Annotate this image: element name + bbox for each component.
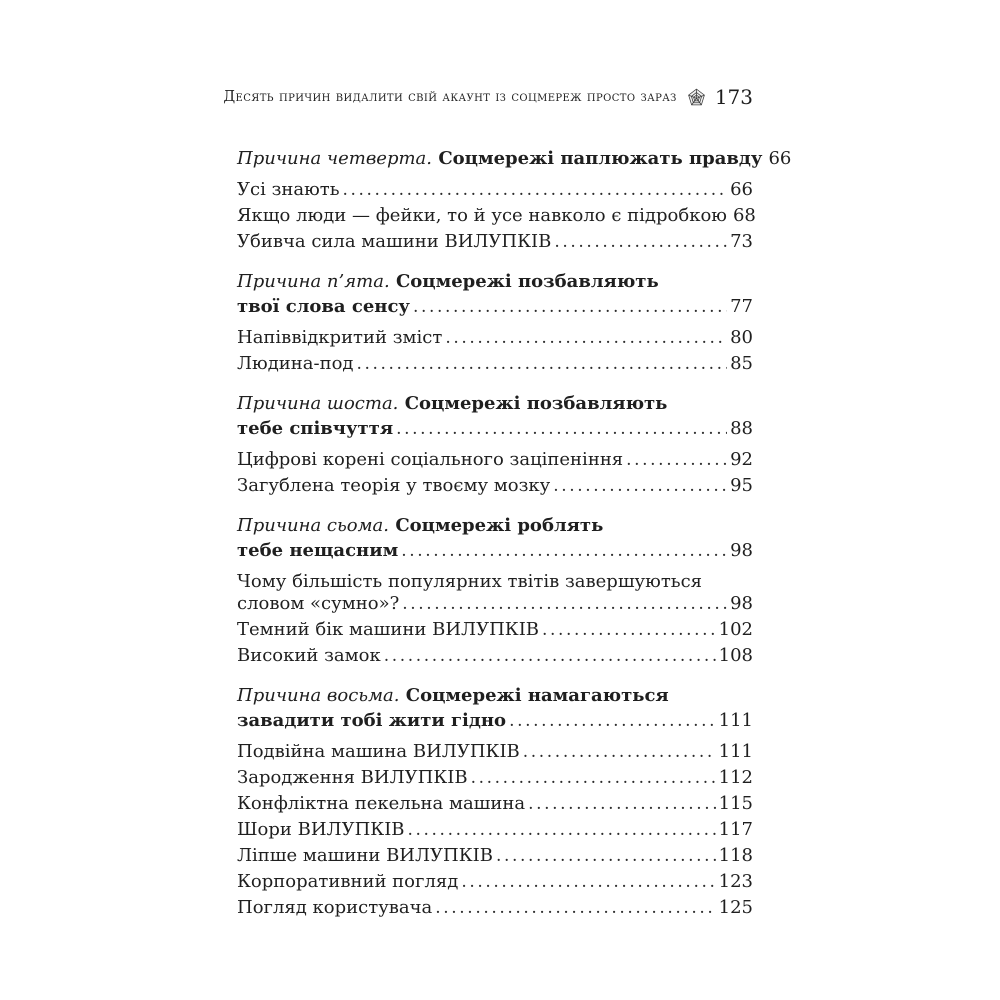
page-number: 173 — [714, 85, 753, 109]
toc-entry-label: Людина-под — [237, 353, 354, 374]
dot-leader — [523, 739, 716, 765]
toc-section-title: тебе співчуття — [237, 418, 394, 439]
toc-entry-label: Убивча сила машини ВИЛУПКІВ — [237, 231, 552, 252]
toc-entry-page: 66 — [730, 179, 753, 200]
toc-entry — [237, 739, 753, 765]
toc-section-title: Соцмережі роблять — [395, 515, 604, 536]
toc-entry-page: 80 — [730, 327, 753, 348]
toc-section-heading — [237, 513, 753, 538]
toc-entry — [237, 447, 753, 473]
toc-section-heading-continuation — [237, 708, 753, 734]
dot-leader — [435, 895, 715, 921]
toc-entry-label: Високий замок — [237, 645, 381, 666]
toc-entry — [237, 473, 753, 499]
toc-section-title: Соцмережі паплюжать правду — [438, 148, 763, 169]
toc-entry-page: 92 — [730, 449, 753, 470]
toc-entry-label: Цифрові корені соціального заціпеніння — [237, 449, 624, 470]
toc-entry — [237, 765, 753, 791]
toc-section-title: Соцмережі позбавляють — [404, 393, 668, 414]
toc-entry — [237, 895, 753, 921]
toc-entry-label: Подвійна машина ВИЛУПКІВ — [237, 741, 520, 762]
toc-section-heading — [237, 146, 792, 172]
toc-entry-label: Конфліктна пекельна машина — [237, 793, 526, 814]
toc-entry-page: 98 — [730, 593, 753, 614]
toc-entry-label: Темний бік машини ВИЛУПКІВ — [237, 619, 540, 640]
toc-section-title: тебе нещасним — [237, 540, 399, 561]
toc-entry-page: 123 — [718, 871, 753, 892]
dot-leader — [402, 591, 727, 617]
toc-section-heading — [237, 269, 753, 294]
toc-entry-page: 125 — [718, 897, 753, 918]
toc-section-heading-continuation — [237, 294, 753, 320]
toc-entry-label: словом «сумно»? — [237, 593, 400, 614]
toc-entry-page: 112 — [718, 767, 753, 788]
toc-reason-label: Причина четверта. — [237, 148, 433, 169]
dot-leader — [626, 447, 727, 473]
toc-reason-label: Причина восьма. — [237, 685, 400, 706]
dot-leader — [461, 869, 715, 895]
toc-reason-label: Причина сьома. — [237, 515, 390, 536]
toc-entry-page: 102 — [718, 619, 753, 640]
toc-entry-label: Загублена теорія у твоєму мозку — [237, 475, 551, 496]
running-head-title: Десять причин видалити свій акаунт із соцмереж просто зараз — [223, 89, 677, 105]
toc-entry-page: 68 — [732, 205, 756, 226]
toc-entry — [237, 351, 753, 377]
toc-section-title: Соцмережі позбавляють — [395, 271, 659, 292]
dot-leader — [445, 325, 727, 351]
toc-section-title: твої слова сенсу — [237, 296, 410, 317]
toc-entry-page: 117 — [718, 819, 753, 840]
toc-section-heading-continuation — [237, 416, 753, 442]
toc-entry-page: 115 — [718, 793, 753, 814]
dot-leader — [401, 538, 727, 564]
toc-entry-page: 111 — [718, 710, 753, 731]
toc-entry-page: 108 — [718, 645, 753, 666]
toc-entry-label: Погляд користувача — [237, 897, 433, 918]
toc-entry-page: 66 — [768, 148, 792, 169]
toc-entry-page: 95 — [730, 475, 753, 496]
toc-entry-label: Корпоративний погляд — [237, 871, 459, 892]
dot-leader — [357, 351, 728, 377]
toc-section-title: завадити тобі жити гідно — [237, 710, 507, 731]
toc-entry — [237, 843, 753, 869]
toc-entry-label: Ліпше машини ВИЛУПКІВ — [237, 845, 493, 866]
dot-leader — [343, 177, 728, 203]
toc-section-heading-continuation — [237, 538, 753, 564]
pentagon-web-ornament-icon — [687, 88, 706, 106]
toc-content — [223, 85, 792, 921]
toc-entry — [237, 791, 753, 817]
toc-entry-page: 73 — [730, 231, 753, 252]
toc-entry-page: 88 — [730, 418, 753, 439]
toc-entry — [237, 817, 753, 843]
dot-leader — [384, 643, 716, 669]
toc-entry-page: 111 — [718, 741, 753, 762]
toc-reason-label: Причина шоста. — [237, 393, 399, 414]
toc-entry-continuation — [237, 591, 753, 617]
toc-entry-label: Зародження ВИЛУПКІВ — [237, 767, 468, 788]
toc-entry-label: Чому більшість популярних твітів завершуються — [237, 571, 703, 592]
dot-leader — [413, 294, 727, 320]
toc-entry-page: 118 — [718, 845, 753, 866]
dot-leader — [554, 229, 727, 255]
dot-leader — [509, 708, 716, 734]
dot-leader — [553, 473, 727, 499]
toc-entry-label: Напіввідкритий зміст — [237, 327, 443, 348]
toc-entry — [237, 177, 753, 203]
toc-entry — [237, 325, 753, 351]
toc-entry — [237, 229, 753, 255]
toc-entry-label: Шори ВИЛУПКІВ — [237, 819, 405, 840]
toc-entry-page: 77 — [730, 296, 753, 317]
toc-reason-label: Причина п’ята. — [237, 271, 390, 292]
dot-leader — [542, 617, 716, 643]
toc-entry — [237, 203, 756, 229]
toc-entry — [237, 617, 753, 643]
toc-section-heading — [237, 391, 753, 416]
dot-leader — [496, 843, 716, 869]
dot-leader — [528, 791, 716, 817]
toc-section-heading — [237, 683, 753, 708]
dot-leader — [471, 765, 716, 791]
toc-entry-label: Усі знають — [237, 179, 340, 200]
toc-entry — [237, 643, 753, 669]
dot-leader — [408, 817, 716, 843]
toc-entry — [237, 869, 753, 895]
toc-section-title: Соцмережі намагаються — [405, 685, 669, 706]
dot-leader — [396, 416, 727, 442]
toc-entry-page: 98 — [730, 540, 753, 561]
toc-entry-label: Якщо люди — фейки, то й усе навколо є підробкою — [237, 205, 727, 226]
toc-entry-page: 85 — [730, 353, 753, 374]
running-head — [223, 85, 753, 109]
